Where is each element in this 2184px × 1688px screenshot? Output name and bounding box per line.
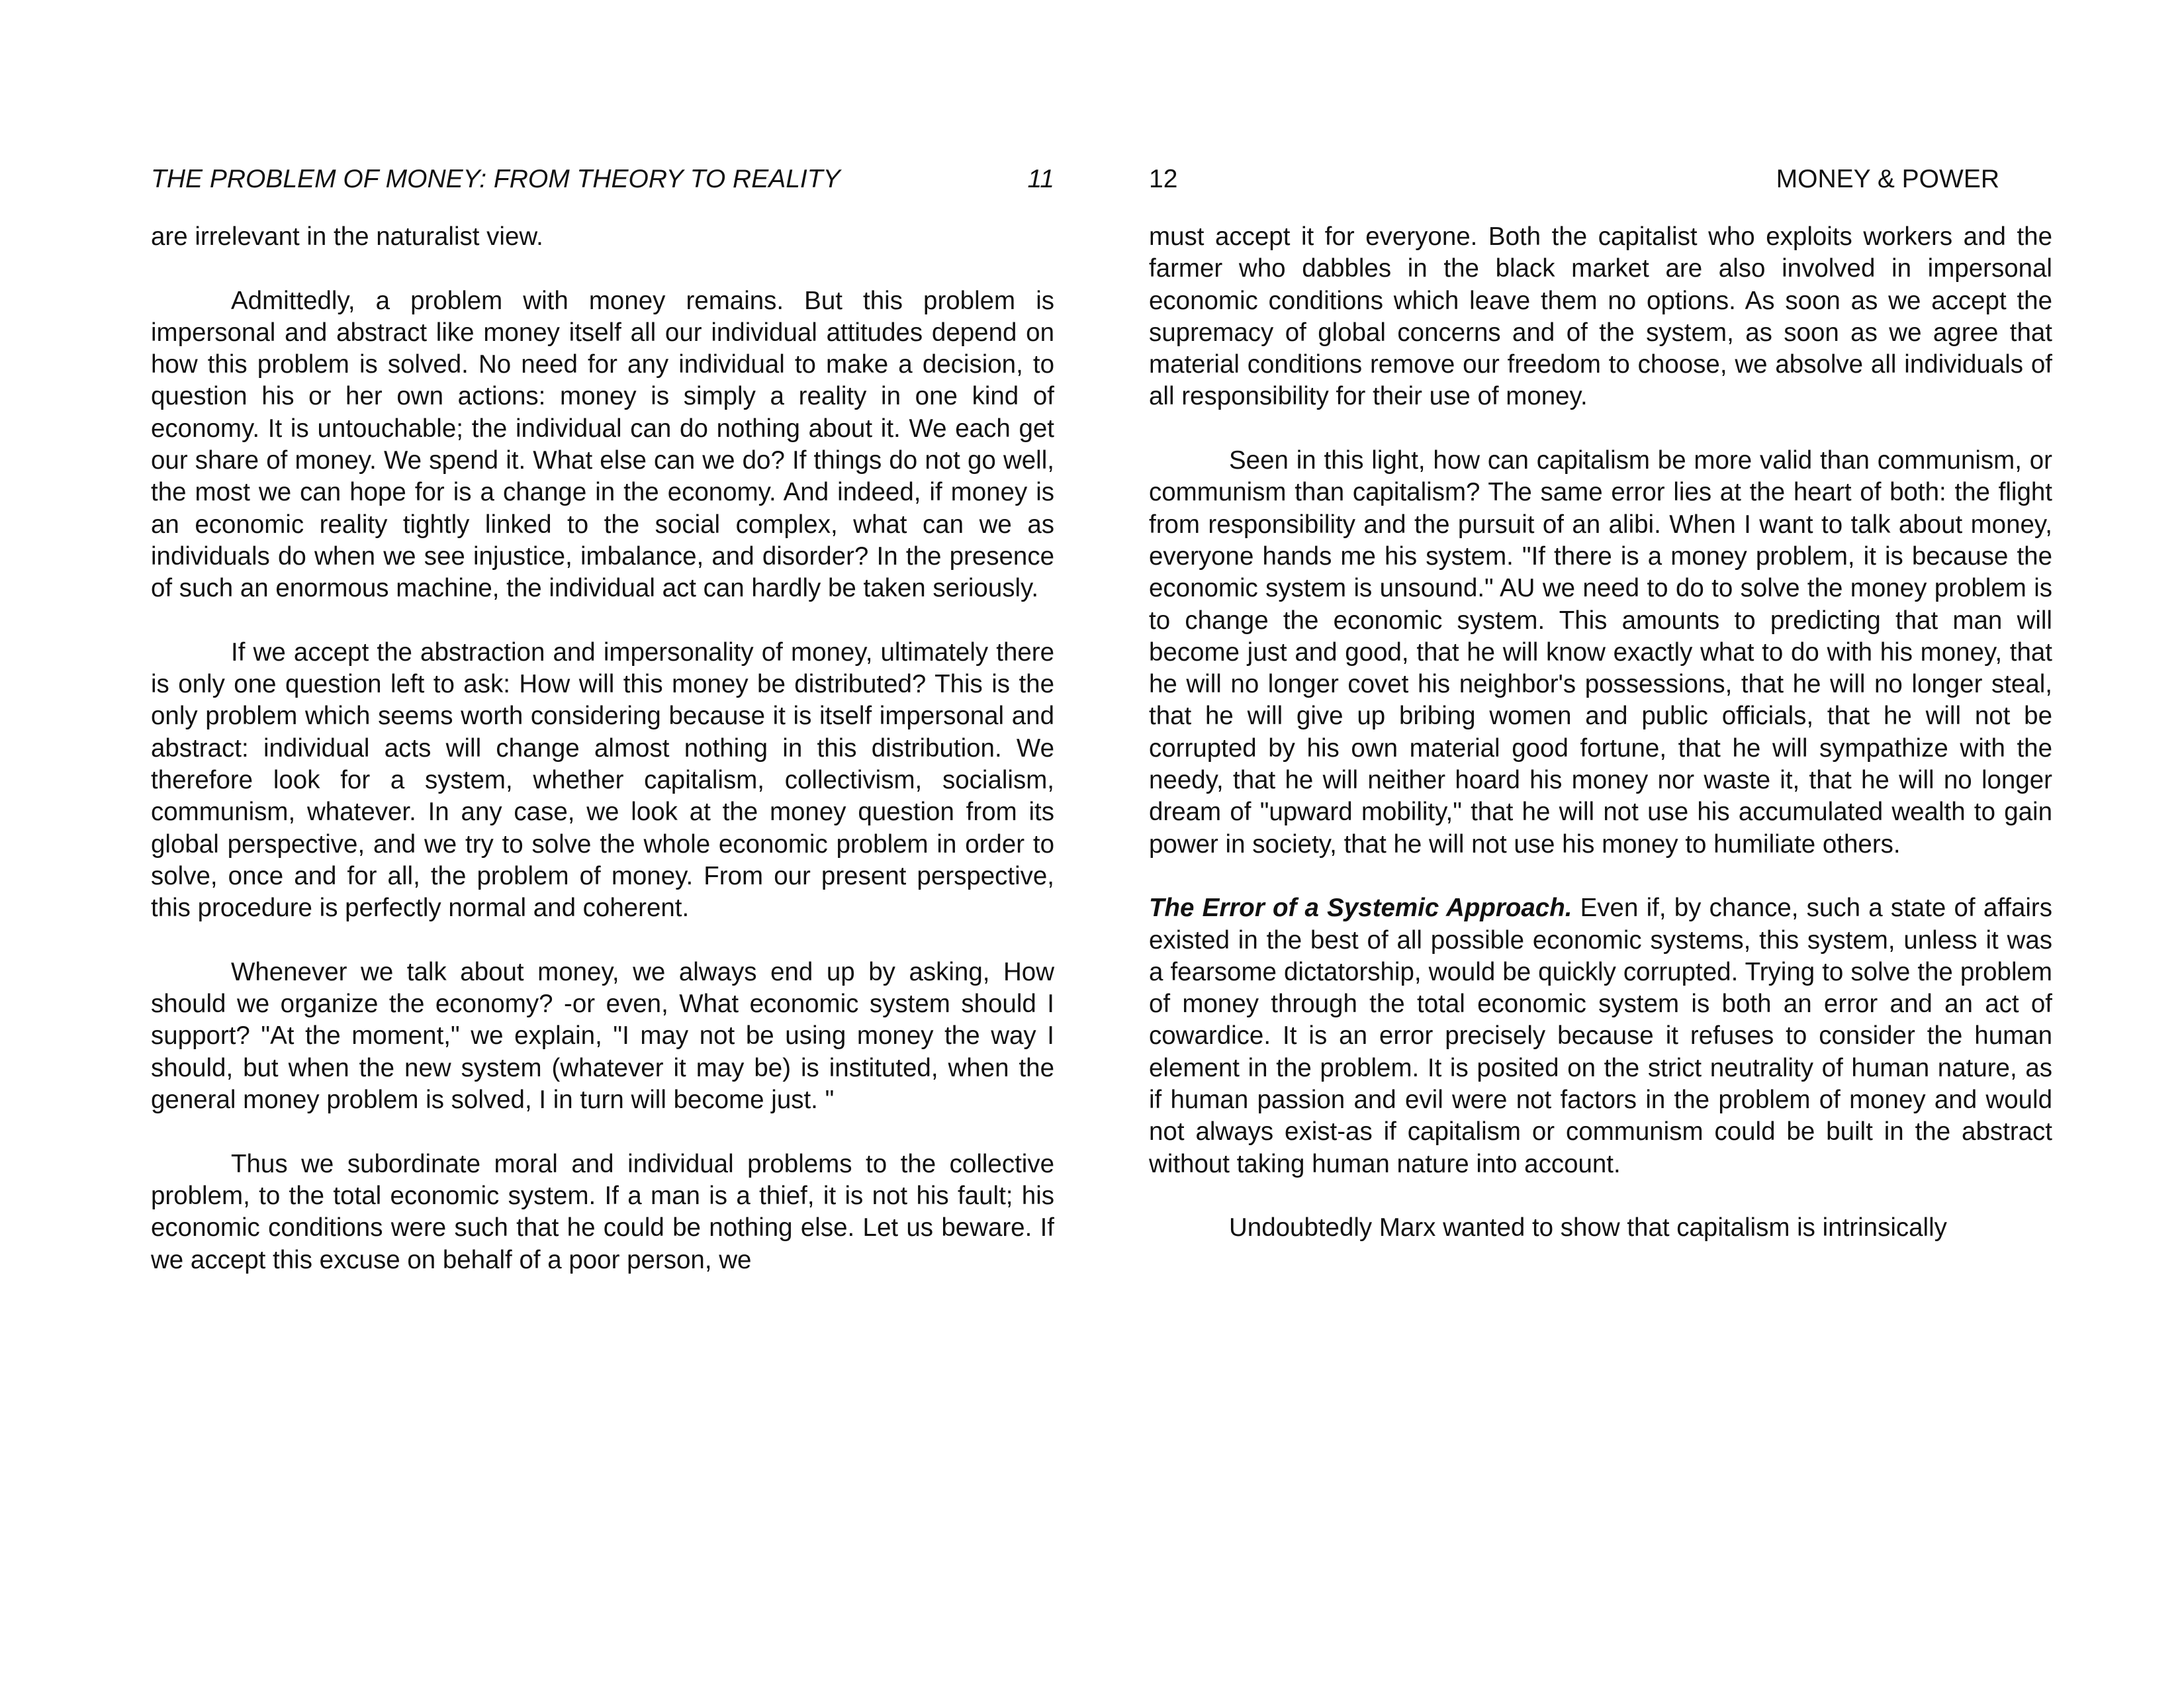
- paragraph: must accept it for everyone. Both the capitalist who exploits workers and the farmer who dabbles in the black market are also involved in impersonal economic conditions which leave them no options. As soon as we accept the supremacy of global concerns and of the system, as soon as we agree that material conditions remove our freedom to choose, we absolve all individuals of all responsibility for their use of money.: [1149, 222, 2052, 411]
- section-heading: The Error of a Systemic Approach.: [1149, 894, 1572, 923]
- paragraph: Seen in this light, how can capitalism be more valid than communism, or communism than capitalism? The same error lies at the heart of both: the flight from responsibility and the pursuit of an alibi. When I want to talk about money, everyone hands me his system. "If there is a money problem, it is because the economic system is unsound." AU we need to do to solve the money problem is to change the economic system. This amounts to predicting that man will become just and good, that he will know exactly what to do with his money, that he will no longer covet his neighbor's possessions, that he will no longer steal, that he will give up bribing women and public officials, that he will not be corrupted by his own material good fortune, that he will sympathize with the needy, that he will neither hoard his money nor waste it, that he will no longer dream of "upward mobility," that he will not use his accumulated wealth to gain power in society, that he will not use his money to humiliate others.: [1149, 446, 2052, 859]
- right-page-number: 12: [1149, 165, 1178, 193]
- right-body-text: [1149, 221, 2052, 1244]
- paragraph: Whenever we talk about money, we always end up by asking, How should we organize the economy? -or even, What economic system should I support? "At the moment," we explain, "I may not be using money the way I should, but when the new system (whatever it may be) is instituted, when the general money problem is solved, I in turn will become just. ": [151, 957, 1054, 1115]
- left-page: [151, 163, 1054, 1308]
- right-page: [1149, 163, 2052, 1276]
- paragraph: Thus we subordinate moral and individual problems to the collective problem, to the total economic system. If a man is a thief, it is not his fault; his economic conditions were such that he could be nothing else. Let us beware. If we accept this excuse on behalf of a poor person, we: [151, 1149, 1054, 1274]
- left-page-number: 11: [1027, 165, 1054, 193]
- right-running-head: [1149, 163, 2052, 196]
- paragraph: If we accept the abstraction and impersonality of money, ultimately there is only one question left to ask: How will this money be distributed? This is the only problem which seems worth considering because it is itself impersonal and abstract: individual acts will change almost nothing in this distribution. We therefore look for a system, whether capitalism, collectivism, socialism, communism, whatever. In any case, we look at the money question from its global perspective, and we try to solve the whole economic problem in order to solve, once and for all, the problem of money. From our present perspective, this procedure is perfectly normal and coherent.: [151, 637, 1054, 923]
- paragraph: Admittedly, a problem with money remains. But this problem is impersonal and abstract like money itself all our individual attitudes depend on how this problem is solved. No need for any individual to make a decision, to question his or her own actions: money is simply a reality in one kind of economy. It is untouchable; the individual can do nothing about it. We each get our share of money. We spend it. What else can we do? If things do not go well, the most we can hope for is a change in the economy. And indeed, if money is an economic reality tightly linked to the social complex, what can we as individuals do when we see injustice, imbalance, and disorder? In the presence of such an enormous machine, the individual act can hardly be taken seriously.: [151, 286, 1054, 603]
- paragraph: are irrelevant in the naturalist view.: [151, 222, 543, 251]
- left-running-title: THE PROBLEM OF MONEY: FROM THEORY TO REALITY: [151, 165, 841, 193]
- section-text: Even if, by chance, such a state of affairs existed in the best of all possible economic systems, this system, unless it was a fearsome dictatorship, would be quickly corrupted. Trying to solve the problem of money through the total economic system is both an error and an act of cowardice. It is an error precisely because it refuses to consider the human element in the problem. It is posited on the strict neutrality of human nature, as if human passion and evil were not factors in the problem of money and would not always exist-as if capitalism or communism could be built in the abstract without taking human nature into account.: [1149, 894, 2052, 1178]
- left-running-head: [151, 163, 1054, 196]
- right-running-title: MONEY & POWER: [1776, 165, 1999, 193]
- paragraph: Undoubtedly Marx wanted to show that capitalism is intrinsically: [1229, 1213, 1947, 1243]
- left-body-text: [151, 221, 1054, 1276]
- section-paragraph: [1149, 892, 2052, 1180]
